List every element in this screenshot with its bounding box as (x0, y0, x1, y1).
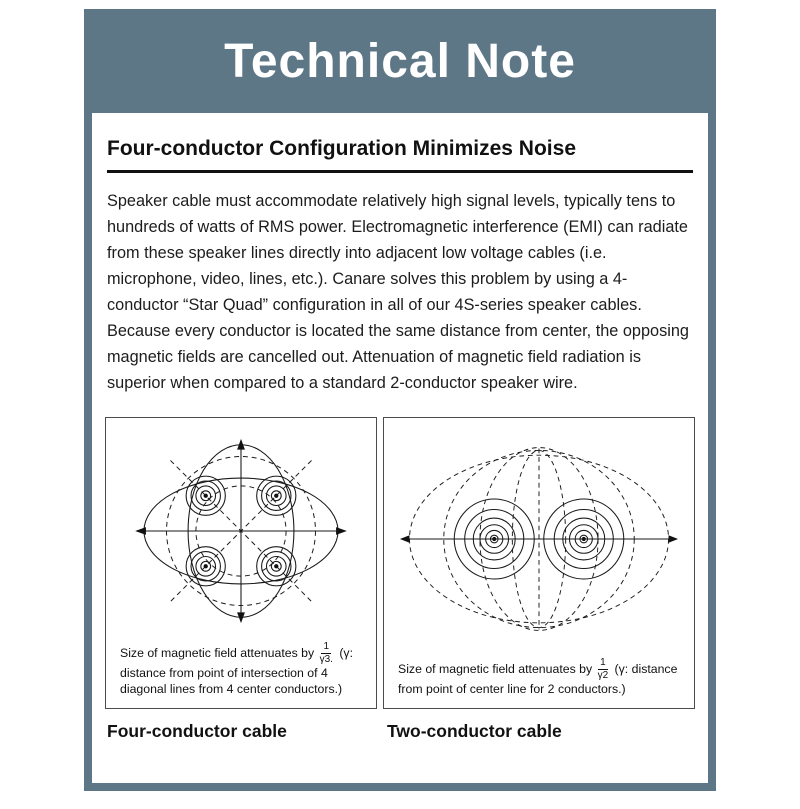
axis-arrows (135, 439, 347, 623)
fraction: $\frac{1}{\gamma 2}$ (597, 657, 609, 682)
caption-rest: (γ: distance from point of intersection of 4 diagonal lines from 4 center conductors.) (120, 645, 353, 697)
caption-rest: (γ: distance from point of center line for 2 conductors.) (398, 662, 678, 697)
fraction: $\frac{1}{\gamma 3.}$ (319, 641, 333, 666)
four-conductor-diagram-area (106, 418, 376, 639)
page-title: Technical Note (224, 34, 576, 88)
two-conductor-diagram-area (384, 418, 694, 655)
technical-note-page (84, 9, 716, 791)
figure-label-two-conductor: Two-conductor cable (387, 720, 562, 741)
header-band (92, 9, 708, 113)
two-conductor-field-diagram (389, 439, 689, 639)
article-heading: Four-conductor Configuration Minimizes Noise (107, 137, 693, 173)
caption-intro: Size of magnetic field attenuates by (120, 645, 315, 660)
figure-caption-two-conductor (384, 654, 694, 707)
body-paragraph: Speaker cable must accommodate relatively high signal levels, typically tens to hundreds of watts of RMS power. Electromagnetic interference (EMI) can radiate from these speaker lines directly into adjacent low voltage cables (i.e. microphone, video, lines, etc.). Canare solves this problem by using a 4-conductor “Star Quad” configuration in all of our 4S-series speaker cables. Because every conductor is located the same distance from center, the opposing magnetic fields are cancelled out. Attenuation of magnetic field radiation is superior when compared to a standard 2-conductor speaker wire. (107, 192, 689, 393)
figure-box-two-conductor (383, 417, 695, 709)
figure-labels-row (105, 721, 695, 742)
four-conductor-field-diagram (123, 433, 359, 629)
figure-row (105, 417, 695, 709)
page-content (92, 113, 708, 783)
figure-box-four-conductor (105, 417, 377, 709)
figure-caption-four-conductor (106, 638, 376, 707)
figure-label-four-conductor: Four-conductor cable (107, 720, 287, 741)
caption-intro: Size of magnetic field attenuates by (398, 662, 593, 677)
